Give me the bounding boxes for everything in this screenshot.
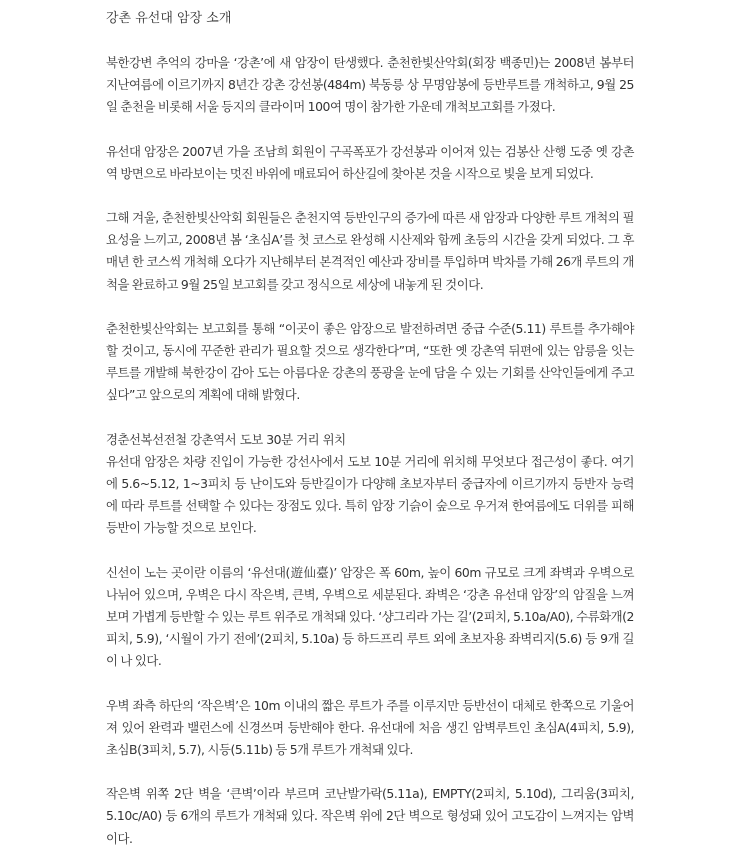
paragraph-access: 유선대 암장은 차량 진입이 가능한 강선사에서 도보 10분 거리에 위치해 무엇보다 접근성이 좋다. 여기에 5.6~5.12, 1~3피치 등 난이도와 등반길이가 다양해 초보자부터 중급자에 이르기까지 등반자 능력에 따라 루트를 선택할 수 있다는 장점도 있다. 특히 암장 기슭이 숲으로 우거져 한여름에도 더위를 피해 등반이 가능할 것으로 보인다.	[106, 453, 634, 536]
paragraph-intro: 북한강변 추억의 강마을 ‘강촌’에 새 암장이 탄생했다. 춘천한빛산악회(회장 백종민)는 2008년 봄부터 지난여름에 이르기까지 8년간 강촌 강선봉(484m) 북동릉 상 무명암봉에 등반루트를 개척하고, 9월 25일 춘천을 비롯해 서울 등지의 클라이머 100여 명이 참가한 가운데 개척보고회를 가졌다.	[106, 55, 634, 115]
article-title: 강촌 유선대 암장 소개	[106, 11, 232, 26]
section-heading-location: 경춘선복선전철 강촌역서 도보 30분 거리 위치	[106, 431, 346, 447]
paragraph-left-wall: 신선이 노는 곳이란 이름의 ‘유선대(遊仙臺)’ 암장은 폭 60m, 높이 60m 규모로 크게 좌벽과 우벽으로 나뉘어 있으며, 우벽은 다시 작은벽, 큰벽, 우벽으로 세분된다. 좌벽은 ‘강촌 유선대 암장’의 암질을 느껴보며 가볍게 등반할 수 있는 루트 위주로 개척돼 있다. ‘샹그리라 가는 길’(2피치, 5.10a/A0), 수류화개(2피치, 5.9), ‘시월이 가기 전에’(2피치, 5.10a) 등 하드프리 루트 외에 초보자용 좌벽리지(5.6) 등 9개 길이 나 있다.	[106, 564, 634, 669]
paragraph-discovery: 유선대 암장은 2007년 가을 조남희 회원이 구곡폭포가 강선봉과 이어져 있는 검봉산 산행 도중 옛 강촌역 방면으로 바라보이는 멋진 바위에 매료되어 하산길에 찾아본 것을 시작으로 빛을 보게 되었다.	[106, 143, 634, 181]
paragraph-development: 그해 겨울, 춘천한빛산악회 회원들은 춘천지역 등반인구의 증가에 따른 새 암장과 다양한 루트 개척의 필요성을 느끼고, 2008년 봄 ‘초심A’를 첫 코스로 완성해 시산제와 함께 초등의 시간을 갖게 되었다. 그 후 매년 한 코스씩 개척해 오다가 지난해부터 본격적인 예산과 장비를 투입하며 박차를 가해 26개 루트의 개척을 완료하고 9월 25일 보고회를 갖고 정식으로 세상에 내놓게 된 것이다.	[106, 210, 634, 292]
paragraph-future-plans: 춘천한빛산악회는 보고회를 통해 “이곳이 좋은 암장으로 발전하려면 중급 수준(5.11) 루트를 추가해야 할 것이고, 동시에 꾸준한 관리가 필요할 것으로 생각한다”며, “또한 옛 강촌역 뒤편에 있는 암릉을 잇는 루트를 개발해 북한강이 감아 도는 아름다운 강촌의 풍광을 눈에 담을 수 있는 기회를 산악인들에게 주고 싶다”고 앞으로의 계획에 대해 밝혔다.	[106, 320, 634, 403]
paragraph-small-wall: 우벽 좌측 하단의 ‘작은벽’은 10m 이내의 짧은 루트가 주를 이루지만 등반선이 대체로 한쪽으로 기울어져 있어 완력과 밸런스에 신경쓰며 등반해야 한다. 유선대에 처음 생긴 암벽루트인 초심A(4피치, 5.9), 초심B(3피치, 5.7), 시등(5.11b) 등 5개 루트가 개척돼 있다.	[106, 697, 634, 758]
paragraph-big-wall: 작은벽 위쪽 2단 벽을 ‘큰벽’이라 부르며 코난발가락(5.11a), EMPTY(2피치, 5.10d), 그리움(3피치, 5.10c/A0) 등 6개의 루트가 개척돼 있다. 작은벽 위에 2단 벽으로 형성돼 있어 고도감이 느껴지는 암벽이다.	[106, 786, 634, 846]
article	[106, 8, 634, 850]
